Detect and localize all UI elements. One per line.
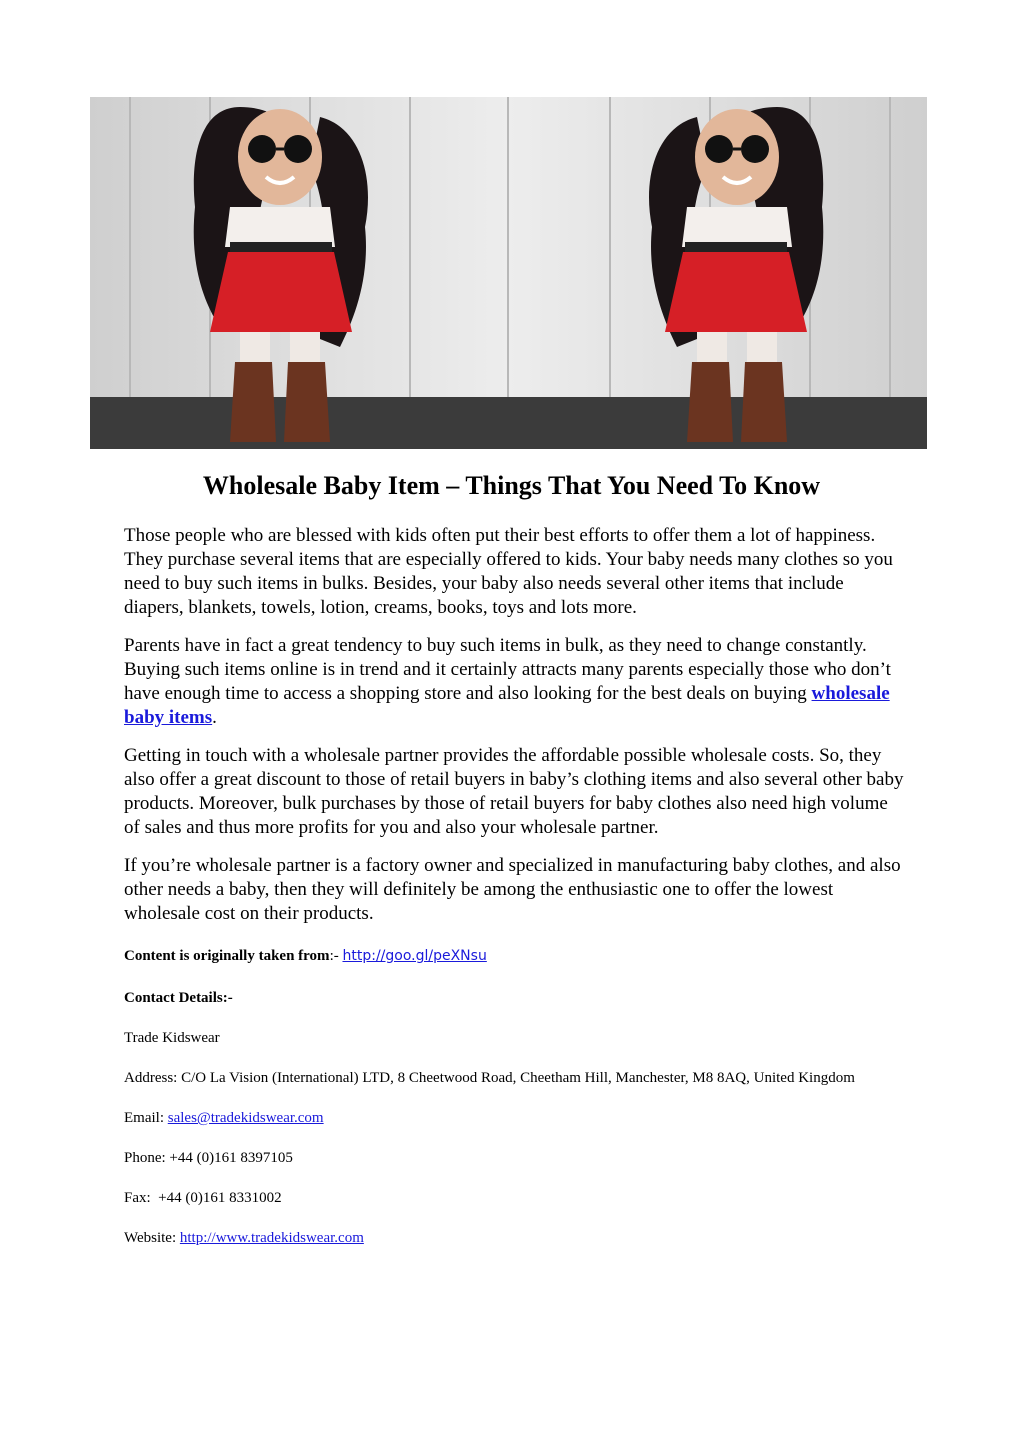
paragraph-2-text: Parents have in fact a great tendency to buy such items in bulk, as they need to change constantly. Buying such items online is in trend and it certainly attracts many parents especially those who don’t have enough time to access a shopping store and also looking for the best deals on buying xyxy=(124,635,891,704)
paragraph-1: Those people who are blessed with kids often put their best efforts to offer them a lot of happiness. They purchase several items that are especially offered to kids. Your baby needs many clothes so you need to buy such items in bulks. Besides, your baby also needs several other items that include diapers, blankets, towels, lotion, creams, books, toys and lots more. xyxy=(124,525,893,618)
paragraph-4: If you’re wholesale partner is a factory owner and specialized in manufacturing baby clothes, and also other needs a baby, then they will definitely be among the enthusiastic one to offer the lowest wholesale cost on their products. xyxy=(124,855,901,924)
website-line xyxy=(124,1228,904,1248)
wholesale-baby-items-link[interactable]: wholesale baby items xyxy=(124,683,890,728)
hero-photo-illustration xyxy=(90,97,927,449)
article-body xyxy=(124,524,904,1248)
contact-block xyxy=(124,946,904,1248)
email-label: Email: xyxy=(124,1110,168,1126)
address: Address: C/O La Vision (International) LTD, 8 Cheetwood Road, Cheetham Hill, Manchester, M8 8AQ, United Kingdom xyxy=(124,1070,855,1086)
phone: Phone: +44 (0)161 8397105 xyxy=(124,1150,293,1166)
website-label: Website: xyxy=(124,1230,180,1246)
hero-photo xyxy=(90,97,927,449)
source-sep: :- xyxy=(329,948,343,964)
article-title: Wholesale Baby Item – Things That You Need To Know xyxy=(202,471,821,500)
contact-heading: Contact Details:- xyxy=(124,990,233,1006)
company-name: Trade Kidswear xyxy=(124,1030,220,1046)
fax: Fax: +44 (0)161 8331002 xyxy=(124,1190,282,1206)
email-link[interactable]: sales@tradekidswear.com xyxy=(167,1110,324,1126)
email-line xyxy=(124,1108,904,1128)
source-line xyxy=(124,946,904,966)
website-link[interactable]: http://www.tradekidswear.com xyxy=(179,1230,364,1246)
paragraph-3: Getting in touch with a wholesale partner provides the affordable possible wholesale costs. So, they also offer a great discount to those of retail buyers in baby’s clothing items and also several other baby products. Moreover, bulk purchases by those of retail buyers for baby clothes also need high volume of sales and thus more profits for you and also your wholesale partner. xyxy=(124,745,904,838)
paragraph-2-end: . xyxy=(212,707,217,728)
paragraph-2 xyxy=(124,634,904,730)
source-label: Content is originally taken from xyxy=(124,948,330,964)
source-link[interactable]: http://goo.gl/peXNsu xyxy=(342,948,487,964)
